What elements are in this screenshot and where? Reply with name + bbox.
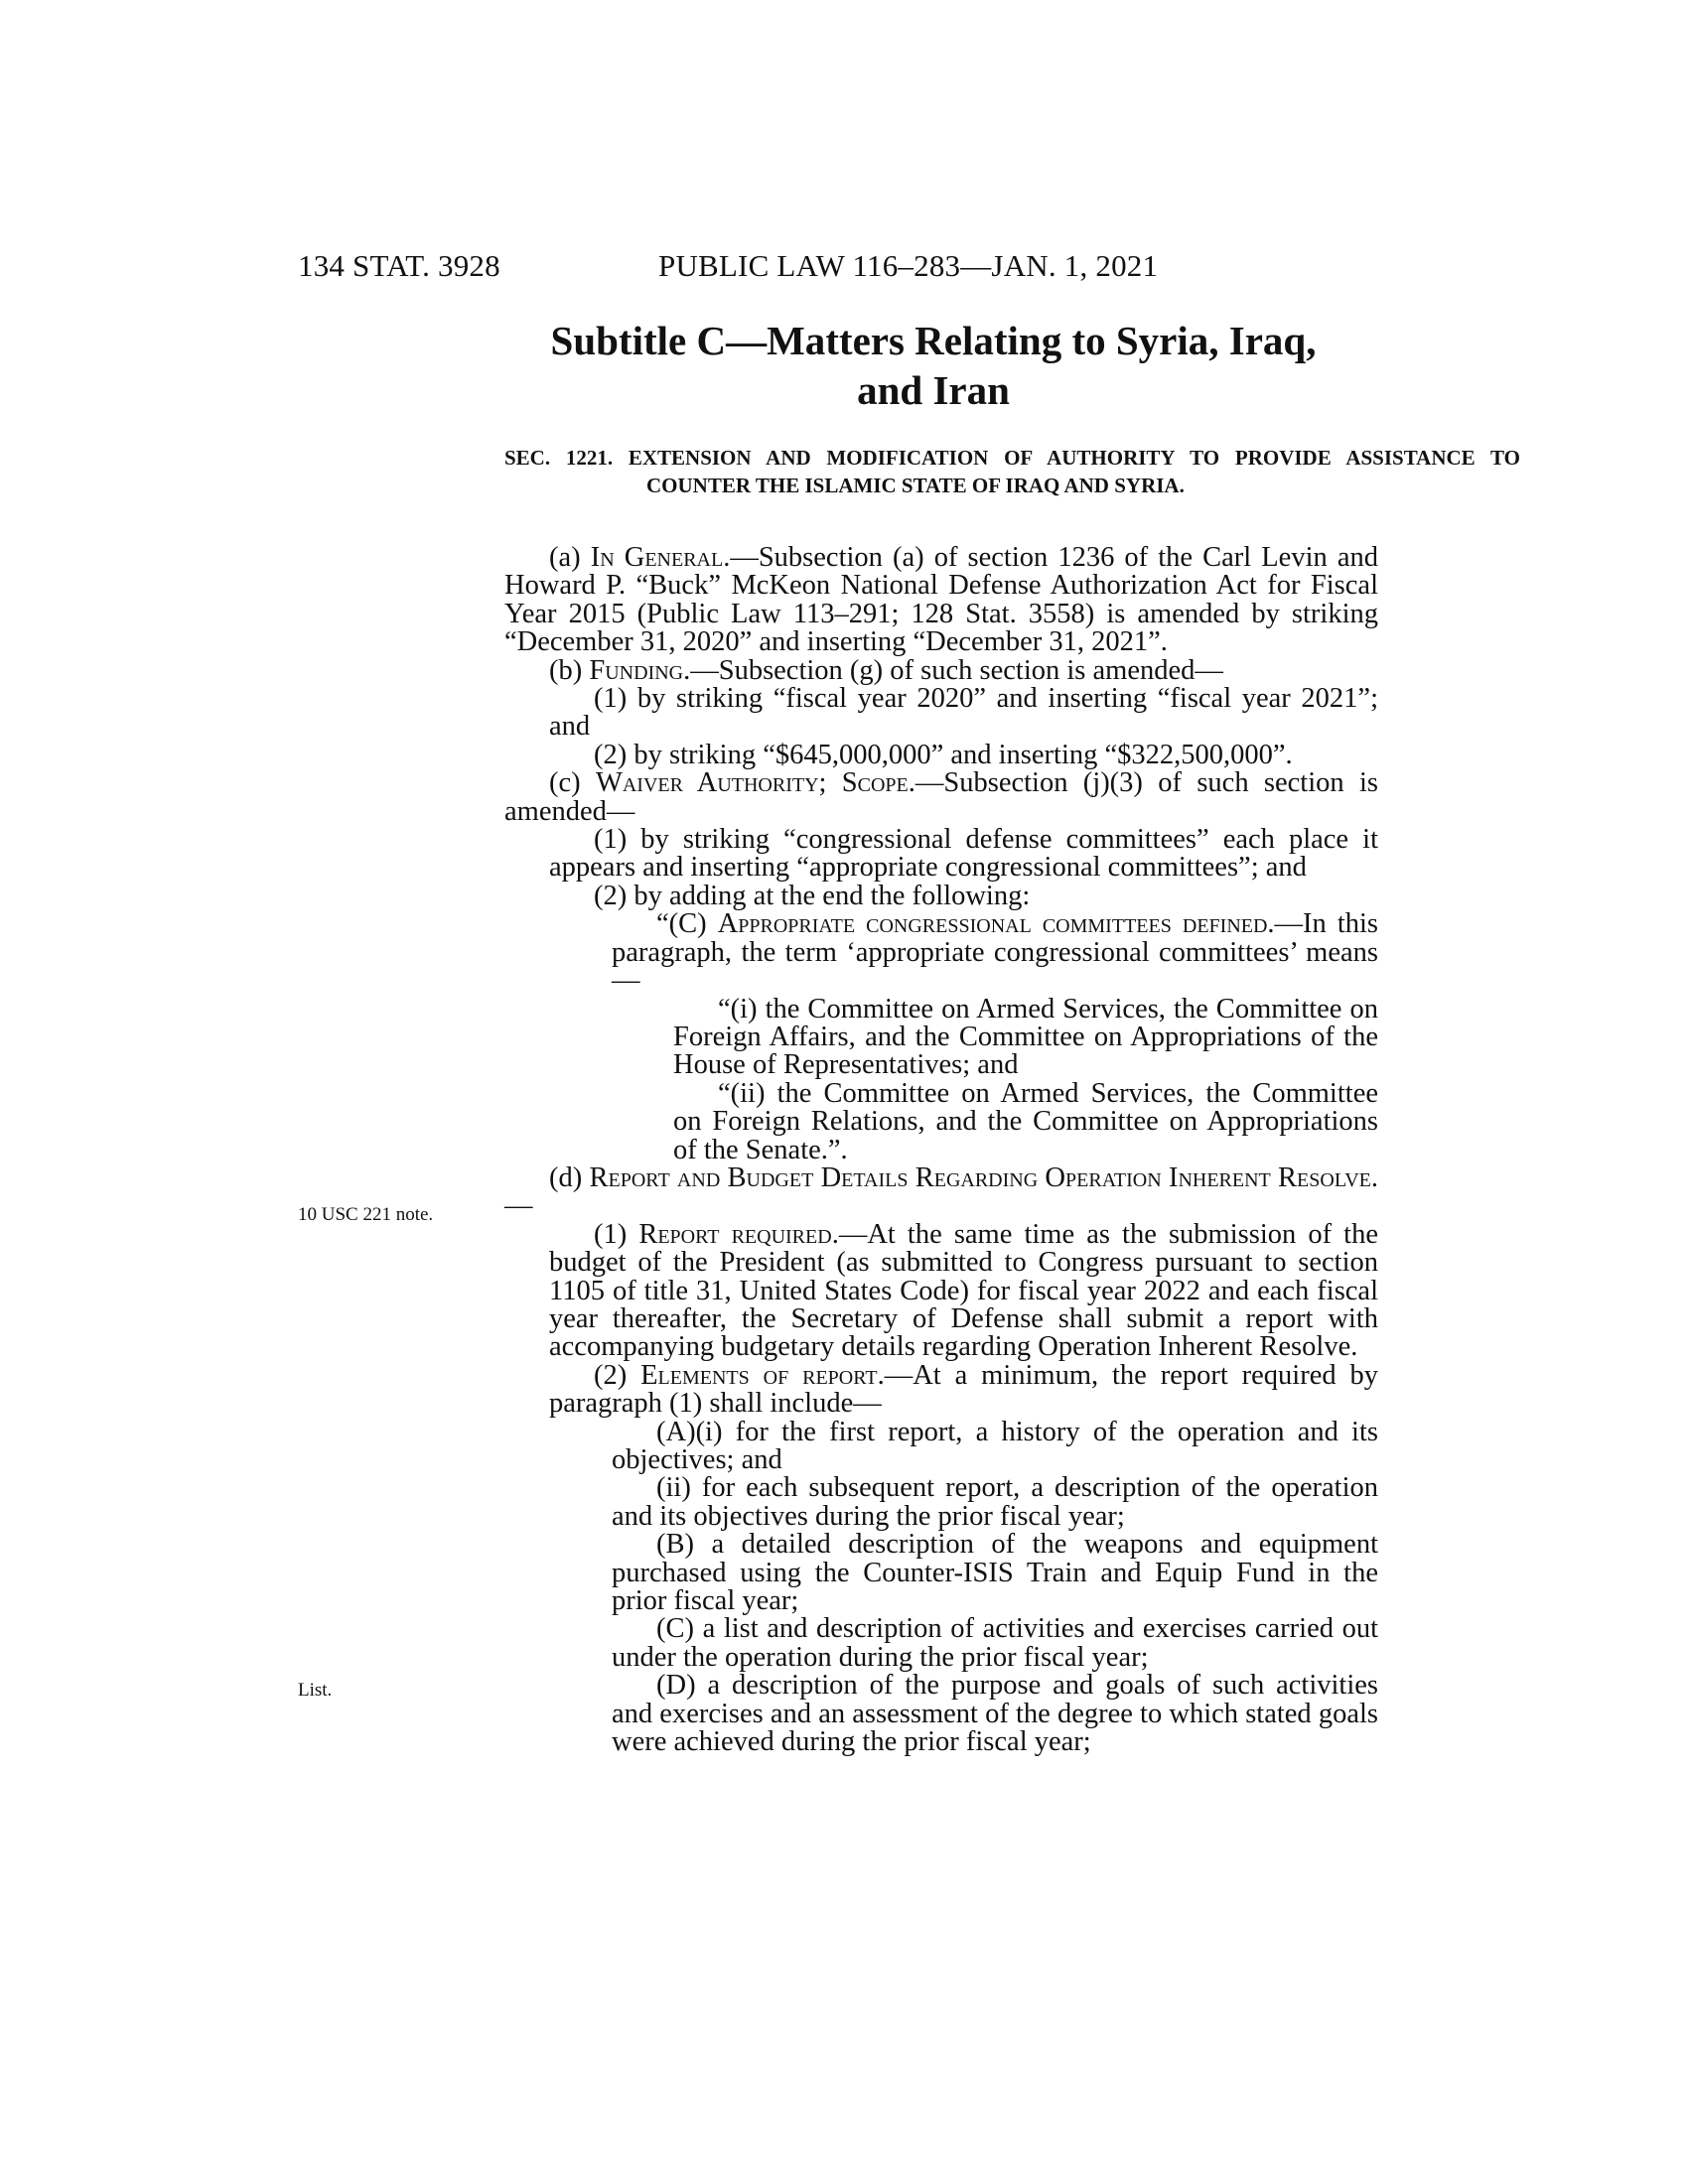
subtitle-line-2: and Iran: [857, 367, 1010, 413]
subtitle-line-1: Subtitle C—Matters Relating to Syria, Iraq,: [550, 318, 1317, 363]
page-stat-citation: 134 STAT. 3928: [298, 248, 500, 283]
subsection-c: (c) Waiver Authority; Scope.—Subsection (j)(3) of such section is amended—: [504, 767, 1378, 827]
subparagraph-D: (D) a description of the purpose and goals of such activities and exercises and an assessment of the degree to which stated goals were achieved during the prior fiscal year;: [612, 1670, 1378, 1758]
margin-note-list: List.: [298, 1680, 333, 1701]
clause-c-ii: “(ii) the Committee on Armed Services, the Committee on Foreign Relations, and the Committee on Appropriations of the Senate.”.: [673, 1077, 1378, 1165]
subparagraph-C: (C) a list and description of activities and exercises carried out under the operation during the prior fiscal year;: [612, 1613, 1378, 1673]
margin-note-usc: 10 USC 221 note.: [298, 1204, 434, 1225]
subsection-d: (d) Report and Budget Details Regarding Operation Inherent Resolve.—: [504, 1161, 1379, 1222]
section-body: [504, 544, 1378, 1756]
clause-A-ii: (ii) for each subsequent report, a description of the operation and its objectives during the prior fiscal year;: [612, 1472, 1378, 1532]
paragraph-c-1: (1) by striking “congressional defense committees” each place it appears and inserting “appropriate congressional committees”; and: [549, 824, 1378, 884]
quoted-subparagraph-C: “(C) Appropriate congressional committees defined.—In this paragraph, the term ‘appropriate congressional committees’ means—: [612, 908, 1379, 997]
subsection-b: (b) Funding.—Subsection (g) of such section is amended—: [549, 654, 1223, 686]
clause-c-i: “(i) the Committee on Armed Services, the Committee on Foreign Affairs, and the Committee on Appropriations of the House of Representatives; and: [673, 993, 1378, 1081]
paragraph-d-1: (1) Report required.—At the same time as the submission of the budget of the President (as submitted to Congress pursuant to section 1105 of title 31, United States Code) for fiscal year 2022 and each fiscal year thereafter, the Secretary of Defense shall submit a report with accompanying budgetary details regarding Operation Inherent Resolve.: [549, 1218, 1378, 1363]
subsection-a: (a) In General.—Subsection (a) of section 1236 of the Carl Levin and Howard P. “Buck” McKeon National Defense Authorization Act for Fiscal Year 2015 (Public Law 113–291; 128 Stat. 3558) is amended by striking “December 31, 2020” and inserting “December 31, 2021”.: [504, 542, 1378, 658]
subparagraph-B: (B) a detailed description of the weapons and equipment purchased using the Counter-ISIS Train and Equip Fund in the prior fiscal year;: [612, 1529, 1378, 1617]
subtitle-heading: [487, 316, 1380, 415]
paragraph-c-2: (2) by adding at the end the following:: [594, 880, 1031, 911]
paragraph-b-1: (1) by striking “fiscal year 2020” and inserting “fiscal year 2021”; and: [549, 683, 1378, 743]
running-header: PUBLIC LAW 116–283—JAN. 1, 2021: [658, 248, 1159, 283]
subparagraph-A: (A)(i) for the first report, a history of the operation and its objectives; and: [612, 1416, 1378, 1475]
paragraph-d-2: (2) Elements of report.—At a minimum, the report required by paragraph (1) shall include—: [549, 1359, 1379, 1420]
section-heading: SEC. 1221. EXTENSION AND MODIFICATION OF AUTHORITY TO PROVIDE ASSISTANCE TO COUNTER THE ISLAMIC STATE OF IRAQ AND SYRIA.: [504, 446, 1520, 497]
paragraph-b-2: (2) by striking “$645,000,000” and inserting “$322,500,000”.: [594, 739, 1293, 770]
